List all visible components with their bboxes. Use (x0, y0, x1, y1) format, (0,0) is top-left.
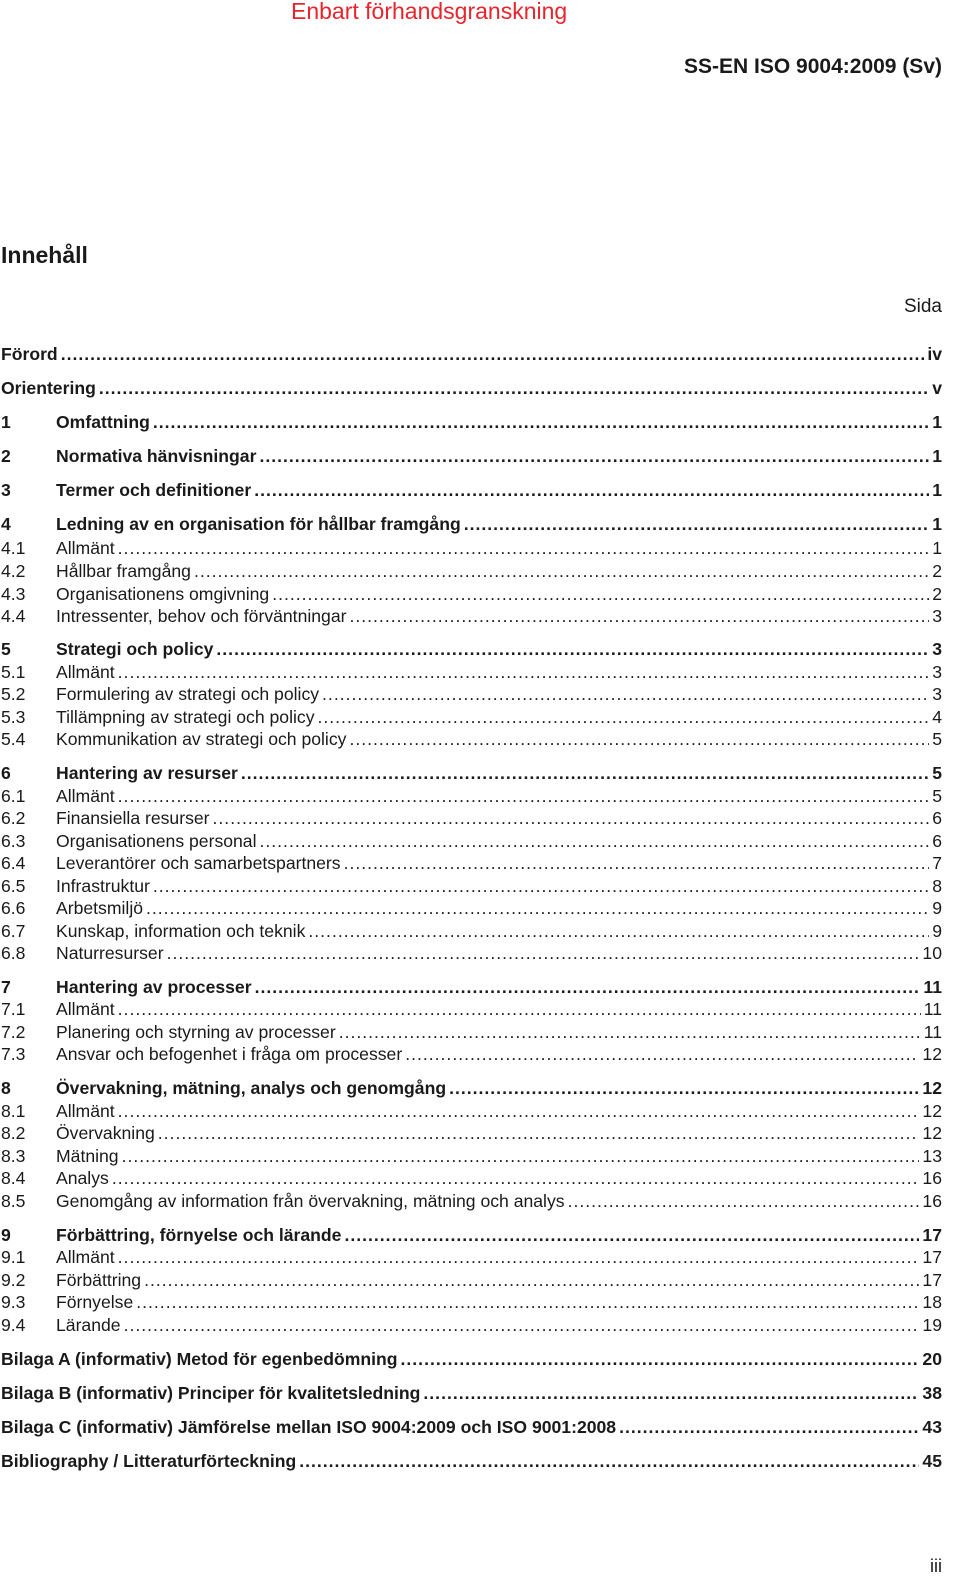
toc-entry-number: 4 (1, 514, 11, 534)
dot-leader (213, 806, 930, 830)
toc-entry-number: 5.4 (1, 729, 26, 749)
standard-designation: SS-EN ISO 9004:2009 (Sv) (684, 55, 942, 78)
toc-entry-page: 5 (932, 729, 942, 749)
dot-leader (118, 1245, 920, 1269)
toc-entry-label: Bilaga A (informativ) Metod för egenbedömning (1, 1349, 398, 1369)
toc-entry-page: 6 (932, 808, 942, 828)
toc-entry-label: Övervakning (56, 1123, 155, 1143)
toc-entry-page: 13 (922, 1146, 942, 1166)
toc-entry-number: 5.2 (1, 684, 26, 704)
toc-entry[interactable] (1, 410, 942, 434)
toc-entry-page: 11 (923, 999, 942, 1019)
toc-entry-label: Planering och styrning av processer (56, 1022, 336, 1042)
toc-entry-page: 9 (932, 921, 942, 941)
dot-leader (322, 682, 929, 706)
dot-leader (405, 1042, 919, 1066)
toc-entry-number: 6 (1, 763, 11, 783)
toc-entry-number: 4.4 (1, 606, 26, 626)
toc-entry[interactable] (1, 1449, 942, 1473)
toc-entry-page: 3 (932, 684, 942, 704)
toc-entry-number: 8 (1, 1078, 11, 1098)
toc-entry-label: Orientering (1, 378, 96, 398)
toc-entry-page: 3 (932, 639, 942, 659)
toc-entry-page: 9 (932, 898, 942, 918)
toc-entry[interactable] (1, 705, 942, 729)
toc-entry-number: 6.8 (1, 943, 26, 963)
toc-entry-label: Allmänt (56, 1247, 115, 1267)
toc-entry-number: 9.1 (1, 1247, 26, 1267)
toc-entry[interactable] (1, 582, 942, 606)
toc-entry-page: 43 (922, 1417, 942, 1437)
toc-entry-label: Bilaga C (informativ) Jämförelse mellan ISO 9004:2009 och ISO 9001:2008 (1, 1417, 617, 1437)
toc-entry-page: 11 (923, 977, 942, 997)
toc-entry[interactable] (1, 761, 942, 785)
toc-entry-label: Genomgång av information från övervakning, mätning och analys (56, 1191, 565, 1211)
toc-entry-label: Lärande (56, 1315, 121, 1335)
dot-leader (349, 604, 929, 628)
toc-entry-page: 45 (922, 1451, 942, 1471)
toc-entry-page: 17 (922, 1247, 942, 1267)
toc-entry-number: 1 (1, 412, 11, 432)
toc-entry-label: Kommunikation av strategi och policy (56, 729, 347, 749)
toc-entry-number: 8.4 (1, 1168, 26, 1188)
toc-entry-number: 5.1 (1, 662, 26, 682)
toc-entry-page: 10 (922, 943, 942, 963)
toc-entry-label: Omfattning (56, 412, 150, 432)
toc-entry-label: Normativa hänvisningar (56, 446, 257, 466)
toc-entry[interactable] (1, 1415, 942, 1439)
toc-entry-label: Leverantörer och samarbetspartners (56, 853, 341, 873)
toc-entry[interactable] (1, 829, 942, 853)
toc-entry[interactable] (1, 1121, 942, 1145)
toc-entry-page: 1 (932, 480, 942, 500)
toc-entry-page: 16 (922, 1191, 942, 1211)
toc-entry-label: Hållbar framgång (56, 561, 191, 581)
dot-leader (401, 1347, 920, 1371)
toc-entry[interactable] (1, 660, 942, 684)
dot-leader (118, 997, 921, 1021)
dot-leader (308, 919, 929, 943)
toc-entry-number: 6.5 (1, 876, 26, 896)
dot-leader (158, 1121, 920, 1145)
dot-leader (153, 874, 929, 898)
toc-entry-label: Strategi och policy (56, 639, 214, 659)
toc-entry-label: Övervakning, mätning, analys och genomgång (56, 1078, 447, 1098)
page-number: iii (930, 1556, 942, 1576)
toc-entry-label: Förbättring (56, 1270, 142, 1290)
table-of-contents (1, 0, 942, 1592)
dot-leader (124, 1313, 920, 1337)
toc-entry-page: 4 (932, 707, 942, 727)
toc-entry[interactable] (1, 1313, 942, 1337)
toc-entry-label: Kunskap, information och teknik (56, 921, 306, 941)
toc-entry-label: Analys (56, 1168, 109, 1188)
toc-entry-number: 7.2 (1, 1022, 26, 1042)
toc-entry-number: 6.3 (1, 831, 26, 851)
toc-entry-page: 3 (932, 606, 942, 626)
toc-entry-label: Termer och definitioner (56, 480, 252, 500)
toc-entry-page: iv (927, 344, 942, 364)
dot-leader (259, 444, 929, 468)
toc-entry-label: Infrastruktur (56, 876, 150, 896)
toc-entry[interactable] (1, 1076, 942, 1100)
toc-entry-page: 12 (922, 1044, 942, 1064)
toc-entry-page: 3 (932, 662, 942, 682)
toc-entry-page: 12 (922, 1101, 942, 1121)
toc-entry-page: 12 (922, 1123, 942, 1143)
toc-entry-page: 18 (922, 1292, 942, 1312)
toc-entry[interactable] (1, 1223, 942, 1247)
toc-entry-page: 11 (923, 1022, 942, 1042)
toc-entry-label: Intressenter, behov och förväntningar (56, 606, 347, 626)
toc-entry-number: 9.2 (1, 1270, 26, 1290)
toc-entry-page: v (932, 378, 942, 398)
toc-entry-label: Förbättring, förnyelse och lärande (56, 1225, 342, 1245)
toc-entry-number: 8.5 (1, 1191, 26, 1211)
dot-leader (144, 1268, 919, 1292)
toc-entry-page: 19 (922, 1315, 942, 1335)
toc-entry[interactable] (1, 1042, 942, 1066)
toc-entry-page: 6 (932, 831, 942, 851)
toc-entry-label: Organisationens omgivning (56, 584, 270, 604)
toc-entry-label: Allmänt (56, 662, 115, 682)
toc-entry-page: 5 (932, 763, 942, 783)
toc-entry[interactable] (1, 637, 942, 661)
toc-entry-number: 7.3 (1, 1044, 26, 1064)
toc-entry[interactable] (1, 1268, 942, 1292)
toc-entry[interactable] (1, 1166, 942, 1190)
dot-leader (136, 1290, 919, 1314)
toc-entry[interactable] (1, 851, 942, 875)
toc-entry-label: Arbetsmiljö (56, 898, 144, 918)
dot-leader (255, 975, 921, 999)
toc-entry-page: 1 (932, 538, 942, 558)
toc-entry-number: 8.3 (1, 1146, 26, 1166)
toc-entry-page: 5 (932, 786, 942, 806)
dot-leader (619, 1415, 919, 1439)
dot-leader (61, 342, 925, 366)
toc-entry-label: Allmänt (56, 1101, 115, 1121)
toc-entry-number: 6.4 (1, 853, 26, 873)
toc-entry-label: Förnyelse (56, 1292, 134, 1312)
toc-entry-label: Formulering av strategi och policy (56, 684, 320, 704)
toc-entry[interactable] (1, 784, 942, 808)
toc-entry-number: 8.1 (1, 1101, 26, 1121)
dot-leader (112, 1166, 920, 1190)
toc-entry-page: 20 (922, 1349, 942, 1369)
dot-leader (254, 478, 929, 502)
toc-entry-label: Organisationens personal (56, 831, 257, 851)
toc-entry-number: 4.1 (1, 538, 26, 558)
toc-entry-page: 17 (922, 1225, 942, 1245)
toc-entry[interactable] (1, 1099, 942, 1123)
dot-leader (349, 727, 929, 751)
dot-leader (423, 1381, 919, 1405)
toc-entry[interactable] (1, 682, 942, 706)
dot-leader (241, 761, 929, 785)
toc-entry-number: 6.7 (1, 921, 26, 941)
toc-entry[interactable] (1, 941, 942, 965)
toc-entry-label: Ledning av en organisation för hållbar framgång (56, 514, 461, 534)
toc-entry[interactable] (1, 975, 942, 999)
toc-entry[interactable] (1, 919, 942, 943)
dot-leader (118, 784, 930, 808)
dot-leader (118, 660, 930, 684)
dot-leader (260, 829, 930, 853)
toc-entry-number: 6.6 (1, 898, 26, 918)
toc-entry[interactable] (1, 1381, 942, 1405)
toc-entry[interactable] (1, 1245, 942, 1269)
dot-leader (449, 1076, 919, 1100)
toc-entry-number: 9 (1, 1225, 11, 1245)
dot-leader (122, 1144, 920, 1168)
toc-entry-number: 4.2 (1, 561, 26, 581)
toc-entry-label: Ansvar och befogenhet i fråga om processer (56, 1044, 403, 1064)
toc-entry-number: 6.1 (1, 786, 26, 806)
dot-leader (299, 1449, 919, 1473)
toc-entry[interactable] (1, 342, 942, 366)
dot-leader (216, 637, 929, 661)
toc-entry-label: Naturresurser (56, 943, 164, 963)
dot-leader (118, 1099, 920, 1123)
toc-entry-label: Hantering av processer (56, 977, 252, 997)
toc-entry-number: 4.3 (1, 584, 26, 604)
dot-leader (568, 1189, 920, 1213)
toc-entry[interactable] (1, 559, 942, 583)
toc-entry[interactable] (1, 444, 942, 468)
toc-entry-label: Hantering av resurser (56, 763, 238, 783)
toc-entry-page: 1 (932, 446, 942, 466)
toc-entry[interactable] (1, 536, 942, 560)
dot-leader (153, 410, 929, 434)
toc-entry-label: Finansiella resurser (56, 808, 210, 828)
toc-entry[interactable] (1, 512, 942, 536)
toc-entry-number: 5 (1, 639, 11, 659)
dot-leader (272, 582, 929, 606)
toc-entry[interactable] (1, 376, 942, 400)
toc-entry-label: Bilaga B (informativ) Principer för kvalitetsledning (1, 1383, 421, 1403)
toc-entry-label: Allmänt (56, 999, 115, 1019)
toc-entry-label: Allmänt (56, 786, 115, 806)
toc-entry-label: Bibliography / Litteraturförteckning (1, 1451, 297, 1471)
toc-entry-page: 17 (922, 1270, 942, 1290)
toc-entry[interactable] (1, 1347, 942, 1371)
toc-entry-number: 9.3 (1, 1292, 26, 1312)
toc-entry-number: 8.2 (1, 1123, 26, 1143)
toc-entry-label: Förord (1, 344, 58, 364)
toc-title: Innehåll (1, 242, 88, 268)
toc-entry[interactable] (1, 478, 942, 502)
toc-entry[interactable] (1, 727, 942, 751)
dot-leader (194, 559, 929, 583)
dot-leader (339, 1020, 921, 1044)
toc-entry-number: 7 (1, 977, 11, 997)
toc-entry-number: 3 (1, 480, 11, 500)
toc-entry[interactable] (1, 1290, 942, 1314)
dot-leader (118, 536, 930, 560)
toc-entry-page: 1 (932, 412, 942, 432)
dot-leader (146, 896, 929, 920)
dot-leader (99, 376, 929, 400)
toc-entry-page: 1 (932, 514, 942, 534)
toc-entry-label: Mätning (56, 1146, 119, 1166)
toc-entry-page: 2 (932, 584, 942, 604)
toc-entry[interactable] (1, 997, 942, 1021)
toc-entry-page: 2 (932, 561, 942, 581)
toc-entry-number: 2 (1, 446, 11, 466)
dot-leader (318, 705, 930, 729)
dot-leader (344, 851, 930, 875)
toc-entry-page: 12 (922, 1078, 942, 1098)
toc-entry-page: 16 (922, 1168, 942, 1188)
dot-leader (167, 941, 920, 965)
toc-entry-label: Allmänt (56, 538, 115, 558)
toc-entry[interactable] (1, 806, 942, 830)
preview-notice: Enbart förhandsgranskning (291, 0, 568, 24)
toc-entry[interactable] (1, 1189, 942, 1213)
toc-entry-number: 5.3 (1, 707, 26, 727)
toc-entry-number: 6.2 (1, 808, 26, 828)
toc-entry[interactable] (1, 1020, 942, 1044)
toc-entry-label: Tillämpning av strategi och policy (56, 707, 315, 727)
toc-entry-page: 7 (932, 853, 942, 873)
toc-entry[interactable] (1, 604, 942, 628)
dot-leader (344, 1223, 919, 1247)
toc-entry[interactable] (1, 1144, 942, 1168)
toc-entry-page: 8 (932, 876, 942, 896)
toc-entry-number: 7.1 (1, 999, 26, 1019)
page-column-header: Sida (903, 296, 942, 317)
toc-entry[interactable] (1, 896, 942, 920)
toc-entry[interactable] (1, 874, 942, 898)
dot-leader (464, 512, 929, 536)
toc-entry-number: 9.4 (1, 1315, 26, 1335)
toc-entry-page: 38 (922, 1383, 942, 1403)
